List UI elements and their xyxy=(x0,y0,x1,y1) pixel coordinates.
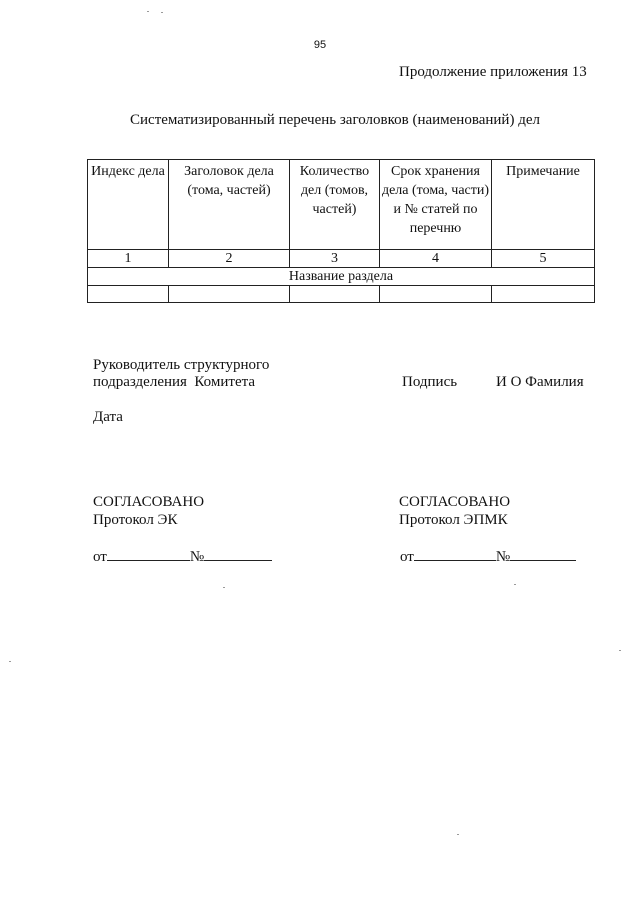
scan-speck xyxy=(9,661,11,662)
empty-cell xyxy=(169,286,290,303)
scan-speck xyxy=(619,650,621,651)
appendix-label: Продолжение приложения 13 xyxy=(399,64,587,80)
date-blank-line xyxy=(107,546,190,561)
table-row xyxy=(88,286,595,303)
from-label: от xyxy=(400,549,414,565)
full-name-label: И О Фамилия xyxy=(496,374,584,390)
header-cell-note: Примечание xyxy=(492,160,595,250)
column-number-cell: 5 xyxy=(492,250,595,268)
signature-label: Подпись xyxy=(402,374,458,390)
empty-cell xyxy=(88,286,169,303)
header-cell-case-title: Заголовок дела (тома, частей) xyxy=(169,160,290,250)
approval-left-protocol: Протокол ЭК xyxy=(93,512,178,528)
number-label: № xyxy=(189,549,205,565)
approval-left-heading: СОГЛАСОВАНО xyxy=(93,494,205,510)
approval-right-heading: СОГЛАСОВАНО xyxy=(399,494,511,510)
section-name-cell: Название раздела xyxy=(88,268,595,286)
position-title-line2: подразделения Комитета xyxy=(93,374,256,390)
empty-cell xyxy=(492,286,595,303)
column-number-row xyxy=(88,250,595,268)
empty-cell xyxy=(380,286,492,303)
header-cell-retention: Срок хранения дела (тома, части) и № статей по перечню xyxy=(380,160,492,250)
scan-speck xyxy=(514,584,516,585)
from-label: от xyxy=(93,549,107,565)
scan-speck xyxy=(457,834,459,835)
cases-register-table xyxy=(87,159,595,303)
scan-speck xyxy=(161,12,163,13)
document-title: Систематизированный перечень заголовков (наименований) дел xyxy=(130,112,540,128)
column-number-cell: 3 xyxy=(290,250,380,268)
date-label: Дата xyxy=(93,409,123,425)
number-blank-line xyxy=(204,546,272,561)
column-number-cell: 1 xyxy=(88,250,169,268)
approval-right-date-line xyxy=(400,546,576,566)
scan-speck xyxy=(147,11,149,12)
table-header-row xyxy=(88,160,595,250)
approval-left-date-line xyxy=(93,546,272,566)
column-number-cell: 2 xyxy=(169,250,290,268)
position-title-line1: Руководитель структурного xyxy=(93,357,270,373)
approval-right-protocol: Протокол ЭПМК xyxy=(399,512,508,528)
number-blank-line xyxy=(510,546,576,561)
header-cell-quantity: Количество дел (томов, частей) xyxy=(290,160,380,250)
scan-speck xyxy=(223,587,225,588)
empty-cell xyxy=(290,286,380,303)
column-number-cell: 4 xyxy=(380,250,492,268)
section-row xyxy=(88,268,595,286)
number-label: № xyxy=(495,549,511,565)
page-number: 95 xyxy=(313,39,327,51)
date-blank-line xyxy=(414,546,496,561)
header-cell-index: Индекс дела xyxy=(88,160,169,250)
